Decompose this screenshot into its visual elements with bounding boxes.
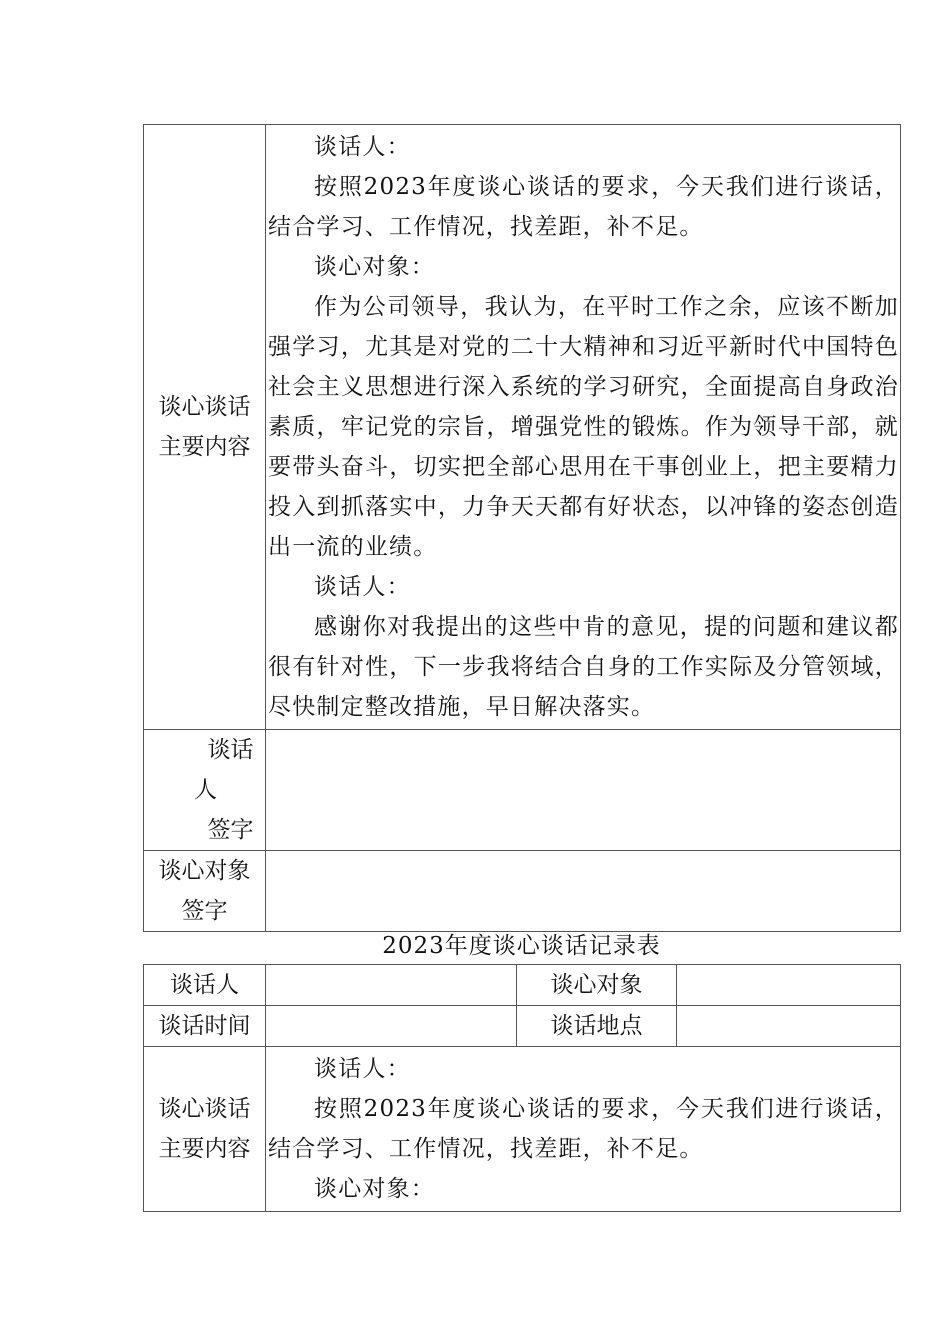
content-label-line2: 主要内容 — [158, 434, 251, 460]
talker-sign-line3: 签字 — [207, 817, 254, 843]
talker-sign-line1: 谈话 — [207, 737, 254, 763]
target-sign-label-cell — [144, 851, 266, 932]
content-cell-2[interactable] — [266, 1047, 901, 1212]
content-label-line2-2: 主要内容 — [158, 1136, 251, 1162]
talker-signature-field[interactable] — [266, 730, 901, 851]
talker-sign-line2: 人 — [194, 777, 217, 803]
paragraph-talker-intro: 按照2023年度谈心谈话的要求，今天我们进行谈话，结合学习、工作情况，找差距，补不足。 — [268, 1096, 899, 1162]
talker-label: 谈话人 — [144, 965, 266, 1006]
paragraph-talker-intro: 按照2023年度谈心谈话的要求，今天我们进行谈话，结合学习、工作情况，找差距，补不足。 — [268, 174, 899, 240]
record-table-title: 2023年度谈心谈话记录表 — [382, 933, 661, 959]
paragraph-talker-heading: 谈话人： — [314, 1056, 411, 1082]
time-label: 谈话时间 — [144, 1006, 266, 1047]
content-label-line1: 谈心谈话 — [158, 394, 251, 420]
talker-field[interactable] — [266, 965, 517, 1006]
paragraph-target-heading: 谈心对象： — [314, 1176, 435, 1202]
time-field[interactable] — [266, 1006, 517, 1047]
target-sign-line2: 签字 — [181, 898, 228, 924]
paragraph-talker-response: 感谢你对我提出的这些中肯的意见，提的问题和建议都很有针对性，下一步我将结合自身的工作实际及分管领域，尽快制定整改措施，早日解决落实。 — [268, 614, 899, 720]
target-signature-field[interactable] — [266, 851, 901, 932]
talker-sign-label-cell — [144, 730, 266, 851]
paragraph-target-heading: 谈心对象： — [314, 254, 435, 280]
content-cell[interactable] — [266, 125, 901, 730]
place-label: 谈话地点 — [517, 1006, 677, 1047]
content-label-cell-2 — [144, 1047, 266, 1212]
target-label: 谈心对象 — [517, 965, 677, 1006]
target-sign-line1: 谈心对象 — [158, 858, 251, 884]
paragraph-talker-heading: 谈话人： — [314, 134, 411, 160]
target-field[interactable] — [677, 965, 901, 1006]
content-label-line1-2: 谈心谈话 — [158, 1096, 251, 1122]
talk-record-table-continued — [143, 124, 901, 932]
talk-record-table — [143, 964, 901, 1212]
place-field[interactable] — [677, 1006, 901, 1047]
paragraph-talker-heading-2: 谈话人： — [314, 574, 411, 600]
content-label-cell — [144, 125, 266, 730]
paragraph-target-opinion: 作为公司领导，我认为，在平时工作之余，应该不断加强学习，尤其是对党的二十大精神和习近平新时代中国特色社会主义思想进行深入系统的学习研究，全面提高自身政治素质，牢记党的宗旨，增强党性的锻炼。作为领导干部，就要带头奋斗，切实把全部心思用在干事创业上，把主要精力投入到抓落实中，力争天天都有好状态，以冲锋的姿态创造出一流的业绩。 — [268, 294, 899, 560]
